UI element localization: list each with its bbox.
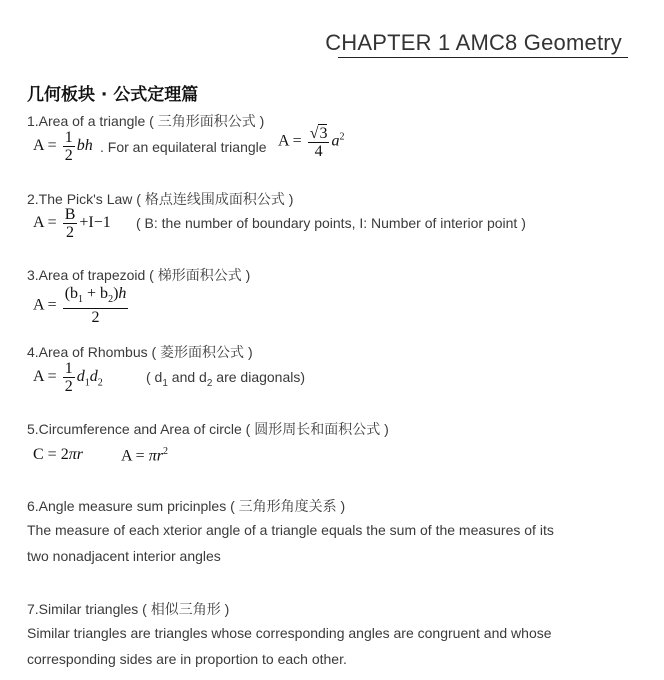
- fraction: [63, 129, 75, 164]
- item-3-formula: [33, 285, 130, 326]
- fraction: [63, 285, 129, 326]
- item-2-note: ( B: the number of boundary points, I: Number of interior point ): [136, 215, 526, 231]
- header-rule: [338, 57, 628, 58]
- item-3-title: 3.Area of trapezoid ( 梯形面积公式 ): [27, 267, 251, 283]
- sub-2: 2: [97, 377, 103, 389]
- item-1-title: 1.Area of a triangle ( 三角形面积公式 ): [27, 113, 265, 129]
- formula-tail: +I−1: [79, 214, 111, 232]
- formula-lhs: A =: [33, 368, 57, 386]
- area-exp: 2: [162, 446, 168, 457]
- note-mid: and d: [167, 369, 207, 385]
- num-sub1: 1: [78, 294, 84, 306]
- fraction-numerator: √3: [309, 125, 328, 142]
- area-lhs: A =: [121, 447, 145, 465]
- num-plus: + b: [83, 285, 109, 302]
- formula-lhs: A =: [33, 296, 57, 314]
- item-4-title: 4.Area of Rhombus ( 菱形面积公式 ): [27, 344, 253, 360]
- note-sub2: 2: [206, 377, 213, 389]
- item-7-line-1: Similar triangles are triangles whose corresponding angles are congruent and whose: [27, 625, 552, 641]
- var-d1: d: [76, 368, 85, 386]
- area-var: πr: [148, 447, 163, 465]
- fraction-denominator: 2: [64, 147, 73, 164]
- fraction-denominator: 2: [91, 309, 100, 327]
- formula2-var: a: [331, 132, 340, 150]
- formula-lhs: A =: [33, 214, 57, 232]
- formula-tail: bh: [76, 137, 93, 155]
- item-5-area: [121, 446, 168, 465]
- num-sub2: 2: [108, 294, 114, 306]
- item-5-title: 5.Circumference and Area of circle ( 圆形周长和面积公式 ): [27, 421, 389, 437]
- sqrt-radicand: 3: [319, 125, 328, 142]
- note-open: ( d: [146, 369, 163, 385]
- item-1-equilateral-formula: [278, 124, 344, 160]
- fraction-denominator: 2: [64, 378, 73, 395]
- fraction-sqrt: [308, 124, 330, 160]
- item-7-title: 7.Similar triangles ( 相似三角形 ): [27, 601, 230, 617]
- fraction: [63, 360, 75, 395]
- formula2-lhs: A =: [278, 132, 302, 150]
- fraction-numerator: 1: [64, 360, 73, 377]
- fraction-numerator: B: [64, 206, 76, 223]
- item-2-title: 2.The Pick's Law ( 格点连线围成面积公式 ): [27, 191, 294, 207]
- circumference-var: πr: [68, 446, 83, 463]
- var-d2: d: [89, 368, 98, 386]
- item-1-mid-text: . For an equilateral triangle: [100, 139, 267, 155]
- item-2-formula: [33, 206, 111, 241]
- item-4-formula: [33, 360, 103, 395]
- note-sub1: 1: [162, 377, 168, 389]
- fraction: [63, 206, 78, 241]
- num-var: h: [118, 285, 127, 302]
- circumference-lhs: C = 2: [33, 446, 69, 463]
- item-1-formula: [33, 129, 93, 164]
- fraction-numerator: 1: [64, 129, 73, 146]
- formula2-exp: 2: [339, 131, 345, 143]
- item-7-line-2: corresponding sides are in proportion to each other.: [27, 651, 347, 667]
- item-6-line-1: The measure of each xterior angle of a triangle equals the sum of the measures of its: [27, 522, 554, 538]
- fraction-denominator: 2: [66, 224, 75, 241]
- fraction-numerator: [63, 285, 129, 309]
- item-6-title: 6.Angle measure sum pricinples ( 三角形角度关系 ): [27, 498, 346, 514]
- item-5-circumference: [33, 446, 83, 464]
- item-6-line-2: two nonadjacent interior angles: [27, 548, 221, 564]
- chapter-title: CHAPTER 1 AMC8 Geometry: [325, 30, 622, 55]
- sub-1: 1: [84, 377, 90, 389]
- fraction-denominator: 4: [314, 143, 323, 160]
- item-4-note: [146, 369, 305, 389]
- num-close: ): [113, 285, 119, 302]
- formula-lhs: A =: [33, 137, 57, 155]
- section-heading: 几何板块 · 公式定理篇: [27, 85, 199, 105]
- num-open: (b: [64, 285, 79, 302]
- note-close: are diagonals): [212, 369, 306, 385]
